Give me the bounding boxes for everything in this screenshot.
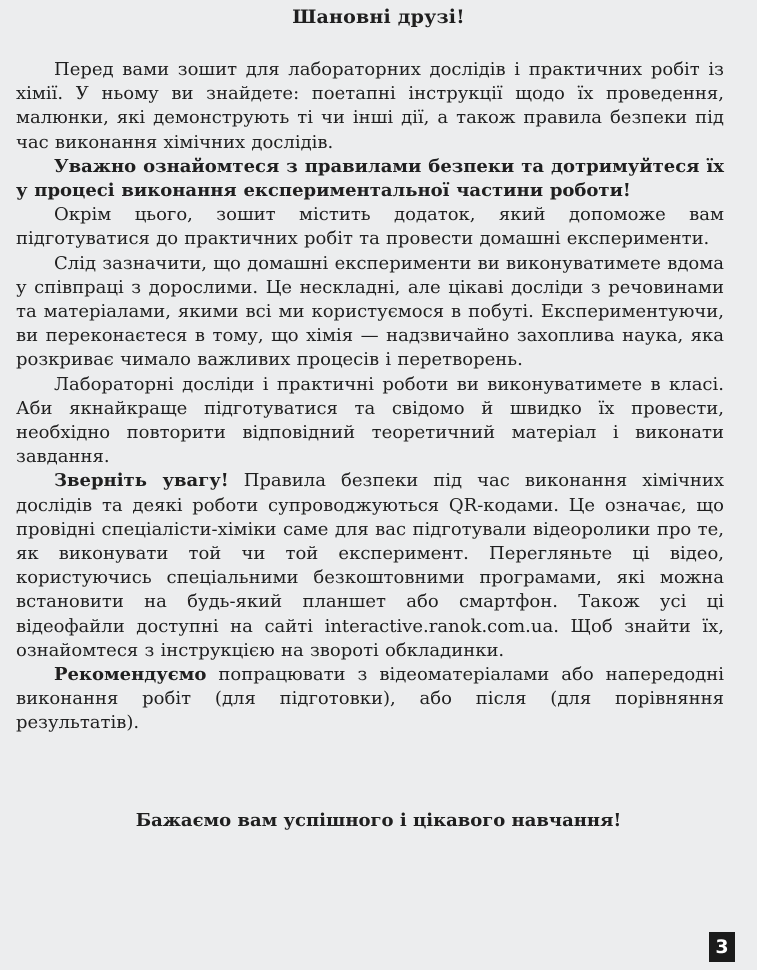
paragraph-text: Окрім цього, зошит містить додаток, який допоможе вам підготуватися до практичних робіт та провести домашні експерименти.	[16, 204, 724, 250]
page-number-badge: 3	[709, 932, 735, 962]
paragraph-text: попрацювати з відеоматеріалами або напередодні виконання робіт (для підготовки), або після (для порівняння результатів).	[16, 664, 724, 734]
paragraph-recommendation	[16, 663, 724, 736]
body-text	[16, 58, 724, 736]
paragraph-lead: Уважно ознайомтеся з правилами безпеки та дотримуйтеся їх у процесі виконання експериментальної частини роботи!	[16, 155, 724, 202]
paragraph-safety-warning	[16, 155, 724, 203]
paragraph-qr-codes	[16, 469, 724, 663]
paragraph-lead: Рекомендуємо	[54, 664, 207, 686]
paragraph-text: Перед вами зошит для лабораторних дослідів і практичних робіт із хімії. У ньому ви знайдете: поетапні інструкції щодо їх проведення, малюнки, які демонструють ті чи інші дії, а також правила безпеки під час виконання хімічних дослідів.	[16, 59, 724, 153]
paragraph-lead: Зверніть увагу!	[54, 470, 229, 492]
closing-wish: Бажаємо вам успішного і цікавого навчання!	[135, 810, 622, 831]
paragraph-text: Слід зазначити, що домашні експерименти ви виконуватимете вдома у співпраці з дорослими. Це нескладні, але цікаві досліди з речовинами та матеріалами, якими всі ми користуємося в побуті. Експериментуючи, ви переконаєтеся в тому, що хімія — надзвичайно захоплива наука, яка розкриває чимало важливих процесів і перетворень.	[16, 252, 724, 371]
paragraph-text: Правила безпеки під час виконання хімічних дослідів та деякі роботи супроводжуються QR-кодами. Це означає, що провідні спеціалісти-хіміки саме для вас підготували відеоролики про те, як виконувати той чи той експеримент. Перегляньте ці відео, користуючись спеціальними безкоштовними програмами, які можна встановити на будь-який планшет або смартфон. Також усі ці відеофайли доступні на сайті interactive.ranok.com.ua. Щоб знайти їх, ознайомтеся з інструкцією на звороті обкладинки.	[16, 470, 724, 661]
page-title: Шановні друзі!	[292, 6, 465, 28]
paragraph-appendix	[16, 203, 724, 251]
paragraph-home-experiments	[16, 252, 724, 373]
paragraph-text: Лабораторні досліди і практичні роботи ви виконуватимете в класі. Аби якнайкраще підготуватися та свідомо й швидко їх провести, необхідно повторити відповідний теоретичний матеріал і виконати завдання.	[16, 373, 724, 468]
paragraph-intro	[16, 58, 724, 155]
paragraph-lab-work	[16, 373, 724, 470]
